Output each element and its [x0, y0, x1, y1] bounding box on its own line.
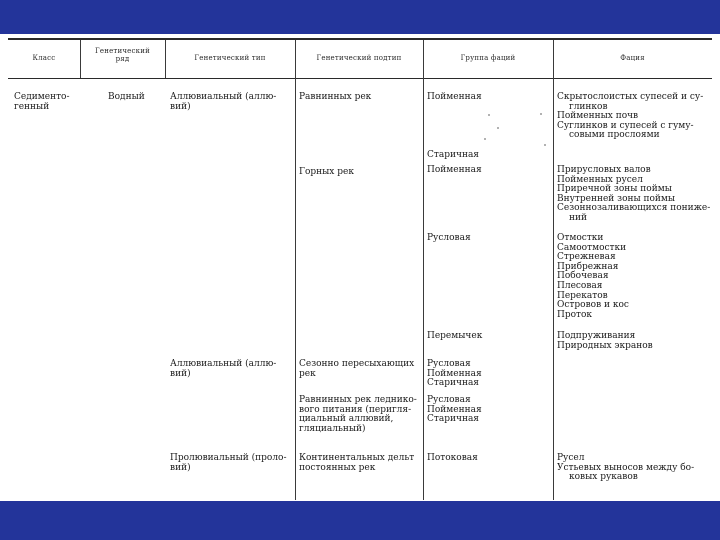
group-5: Перемычек: [427, 331, 483, 341]
scan-speck: [488, 114, 490, 116]
facies-block-2: Прирусловых валов Пойменных русел Приречной зоны поймы Внутренней зоны поймы Сезоннозаливающихся пониже- ний: [557, 165, 711, 223]
facies-block-3: Отмостки Самоотмостки Стрежневая Прибрежная Побочевая Плесовая Перекатов Островов и кос Проток: [557, 233, 629, 320]
genetic-type-3: Пролювиальный (проло- вий): [170, 453, 287, 473]
scan-speck: [544, 144, 546, 146]
col-divider-3: [295, 40, 296, 500]
header-genetic-type: Генетический тип: [194, 54, 266, 62]
scanned-table: [0, 34, 720, 501]
col-divider-5: [553, 40, 554, 500]
bottom-band: [0, 501, 720, 540]
scan-speck: [540, 113, 542, 115]
facies-block-4: Подпруживания Природных экранов: [557, 331, 653, 351]
header-facies: Фация: [620, 54, 645, 62]
subtype-1: Равнинных рек: [299, 92, 372, 102]
header-genetic-row: Генетический ряд: [95, 47, 150, 63]
facies-block-5: Русел Устьевых выносов между бо- ковых рукавов: [557, 453, 695, 483]
subtype-2: Горных рек: [299, 167, 354, 177]
header-class: Класс: [32, 54, 56, 62]
group-3: Пойменная: [427, 165, 482, 175]
col-divider-4: [423, 40, 424, 500]
class-cell: Седиментo- генный: [14, 92, 70, 112]
subtype-5: Континентальных дельт постоянных рек: [299, 453, 415, 473]
group-2: Старичная: [427, 150, 479, 160]
table-top-rule: [8, 38, 712, 40]
genetic-type-1: Аллювиальный (аллю- вий): [170, 92, 277, 112]
subtype-4: Равнинных рек леднико- вого питания (перигля- циальный аллювий, гляциальный): [299, 395, 417, 434]
scan-speck: [484, 138, 486, 140]
group-1: Пойменная: [427, 92, 482, 102]
header-bottom-rule: [8, 78, 712, 79]
scan-speck: [497, 127, 499, 129]
header-genetic-subtype: Генетический подтип: [316, 54, 402, 62]
group-4: Русловая: [427, 233, 471, 243]
top-band: [0, 0, 720, 34]
subtype-3: Сезонно пересыхающих рек: [299, 359, 415, 379]
group-7: Русловая Пойменная Старичная: [427, 395, 482, 425]
genetic-type-2: Аллювиальный (аллю- вий): [170, 359, 277, 379]
header-facies-group: Группа фаций: [460, 54, 516, 62]
group-8: Потоковая: [427, 453, 478, 463]
group-6: Русловая Пойменная Старичная: [427, 359, 482, 389]
facies-block-1: Скрытослоистых супесей и су- глинков Пойменных почв Суглинков и супесей с гуму- совыми прослоями: [557, 92, 704, 141]
genetic-row-cell: Водный: [108, 92, 145, 102]
